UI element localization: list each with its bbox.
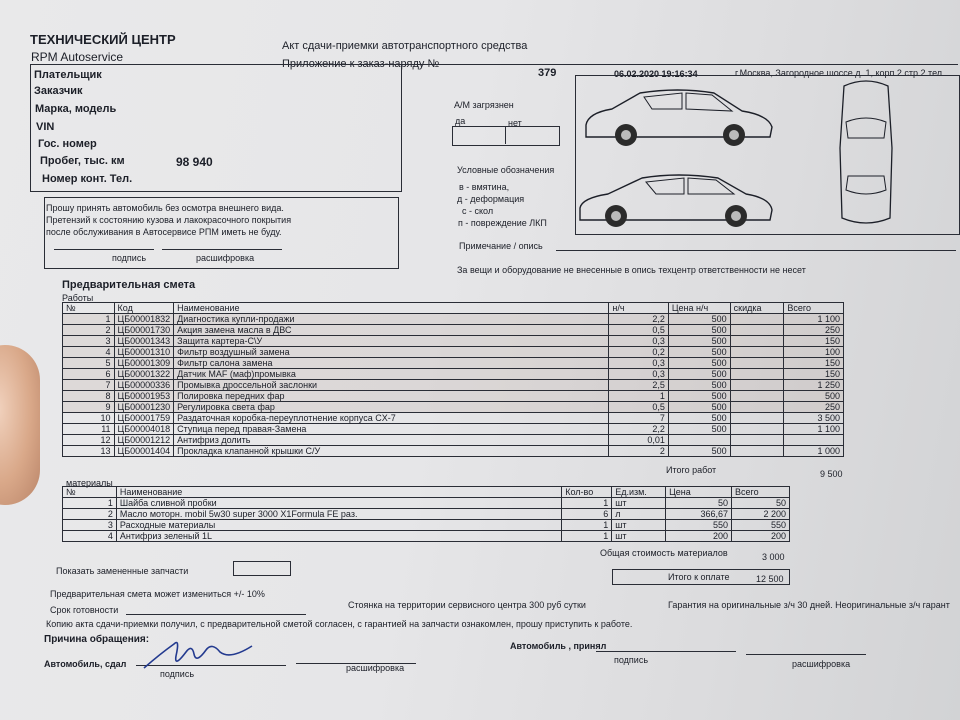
table-cell: 2 xyxy=(63,509,117,520)
table-row xyxy=(63,391,844,402)
table-cell xyxy=(668,435,730,446)
acceptance-line: после обслуживания в Автосервисе РПМ иметь не буду. xyxy=(46,227,282,237)
table-cell: Шайба сливной пробки xyxy=(116,498,561,509)
table-cell: Антифриз долить xyxy=(174,435,609,446)
table-header-row xyxy=(63,487,790,498)
table-cell: 2,2 xyxy=(609,314,669,325)
table-cell: Ступица перед правая-Замена xyxy=(174,424,609,435)
table-cell: 4 xyxy=(63,531,117,542)
am-yes-label: да xyxy=(455,116,466,126)
table-cell: 7 xyxy=(63,380,115,391)
table-cell: Масло моторн. mobil 5w30 super 3000 X1Formula FE раз. xyxy=(116,509,561,520)
sign-label: подпись xyxy=(160,669,195,679)
payment-amount: 12 500 xyxy=(756,574,784,584)
table-cell: 1 000 xyxy=(784,446,844,457)
table-cell: 3 xyxy=(63,336,115,347)
reason-label: Причина обращения: xyxy=(44,634,150,645)
table-cell: 1 100 xyxy=(784,424,844,435)
table-cell xyxy=(730,325,784,336)
car-taken-label: Автомобиль , принял xyxy=(510,641,607,651)
table-cell: ЦБ00001343 xyxy=(114,336,174,347)
table-cell xyxy=(730,369,784,380)
company-name: ТЕХНИЧЕСКИЙ ЦЕНТР xyxy=(30,32,176,47)
table-cell: 13 xyxy=(63,446,115,457)
table-cell: 4 xyxy=(63,347,115,358)
works-total-label: Итого работ xyxy=(666,465,717,475)
payer-label: Плательщик xyxy=(34,69,102,81)
table-row xyxy=(63,520,790,531)
car-side-view-icon xyxy=(582,85,774,151)
decode-label: расшифровка xyxy=(196,253,255,263)
table-cell xyxy=(730,336,784,347)
table-cell: Фильтр воздушный замена xyxy=(174,347,609,358)
table-cell: шт xyxy=(612,531,666,542)
table-cell: 500 xyxy=(668,336,730,347)
table-cell: 2,2 xyxy=(609,424,669,435)
table-cell: 2 200 xyxy=(732,509,790,520)
payment-label: Итого к оплате xyxy=(668,572,730,582)
table-cell: 1 xyxy=(562,498,612,509)
table-cell: 1 xyxy=(63,314,115,325)
table-cell: ЦБ00001230 xyxy=(114,402,174,413)
table-cell: ЦБ00001310 xyxy=(114,347,174,358)
table-cell: шт xyxy=(612,520,666,531)
mileage-value: 98 940 xyxy=(176,155,213,169)
table-cell: 50 xyxy=(666,498,732,509)
column-header: Ед.изм. xyxy=(612,487,666,498)
show-parts-label: Показать замененные запчасти xyxy=(56,566,189,576)
table-cell: 5 xyxy=(63,358,115,369)
table-cell: 150 xyxy=(784,369,844,380)
table-cell: 6 xyxy=(63,369,115,380)
table-cell: 500 xyxy=(784,391,844,402)
customer-label: Заказчик xyxy=(34,85,83,97)
table-row xyxy=(63,402,844,413)
table-cell: Фильтр салона замена xyxy=(174,358,609,369)
table-cell: 0,5 xyxy=(609,325,669,336)
brand-name: RPM Autoservice xyxy=(31,50,124,64)
table-row xyxy=(63,531,790,542)
remark-label: Примечание / опись xyxy=(459,241,543,251)
belongings-note: За вещи и оборудование не внесенные в опись техцентр ответственности не несет xyxy=(457,265,806,275)
table-cell: ЦБ00004018 xyxy=(114,424,174,435)
table-cell: 3 xyxy=(63,520,117,531)
table-cell: ЦБ00001759 xyxy=(114,413,174,424)
table-cell xyxy=(730,347,784,358)
sign-label: подпись xyxy=(614,655,649,665)
table-row xyxy=(63,369,844,380)
decode-label: расшифровка xyxy=(346,663,405,673)
table-header-row xyxy=(63,303,844,314)
acceptance-line: Прошу принять автомобиль без осмотра внешнего вида. xyxy=(46,203,284,213)
column-header: Цена xyxy=(666,487,732,498)
model-label: Марка, модель xyxy=(35,103,117,115)
table-cell: 9 xyxy=(63,402,115,413)
agreement-text: Копию акта сдачи-приемки получил, с предварительной сметой согласен, с гарантией на запчасти ознакомлен, прошу приступить к работе. xyxy=(46,619,633,629)
table-row xyxy=(63,435,844,446)
table-cell: Диагностика купли-продажи xyxy=(174,314,609,325)
deadline-label: Срок готовности xyxy=(50,605,119,615)
finger xyxy=(0,345,40,505)
table-cell: 200 xyxy=(732,531,790,542)
table-cell: 0,3 xyxy=(609,358,669,369)
handwritten-signature xyxy=(140,634,260,674)
phone-label: Номер конт. Тел. xyxy=(42,173,133,185)
table-cell xyxy=(730,435,784,446)
table-cell: 0,01 xyxy=(609,435,669,446)
column-header: Всего xyxy=(784,303,844,314)
table-row xyxy=(63,314,844,325)
am-checkbox-row[interactable] xyxy=(452,126,560,146)
table-cell: 500 xyxy=(668,380,730,391)
table-cell: 0,5 xyxy=(609,402,669,413)
materials-table xyxy=(62,486,790,542)
table-row xyxy=(63,347,844,358)
table-row xyxy=(63,498,790,509)
table-cell: ЦБ00001730 xyxy=(114,325,174,336)
table-cell xyxy=(784,435,844,446)
table-cell: 500 xyxy=(668,424,730,435)
table-row xyxy=(63,446,844,457)
table-cell: 1 xyxy=(562,520,612,531)
table-cell: 150 xyxy=(784,336,844,347)
car-top-view-icon xyxy=(834,78,898,228)
legend-item: д - деформация xyxy=(457,194,525,204)
legend-item: в - вмятина, xyxy=(459,182,510,192)
guarantee-note: Гарантия на оригинальные з/ч 30 дней. Неоригинальные з/ч гарант xyxy=(668,600,950,610)
table-cell: ЦБ00001953 xyxy=(114,391,174,402)
table-cell: 550 xyxy=(666,520,732,531)
table-cell: 250 xyxy=(784,325,844,336)
table-cell: 500 xyxy=(668,402,730,413)
show-parts-checkbox[interactable] xyxy=(233,561,291,576)
table-cell xyxy=(730,380,784,391)
table-cell: 11 xyxy=(63,424,115,435)
table-cell: 2 xyxy=(63,325,115,336)
table-row xyxy=(63,336,844,347)
column-header: Наименование xyxy=(174,303,609,314)
table-cell: 2,5 xyxy=(609,380,669,391)
table-cell: 0,3 xyxy=(609,336,669,347)
table-cell xyxy=(730,391,784,402)
vin-label: VIN xyxy=(36,121,55,133)
table-row xyxy=(63,325,844,336)
sign-label: подпись xyxy=(112,253,147,263)
works-total-value: 9 500 xyxy=(820,469,843,479)
works-label: Работы xyxy=(62,293,94,303)
table-cell: 500 xyxy=(668,369,730,380)
table-cell: 500 xyxy=(668,446,730,457)
estimate-title: Предварительная смета xyxy=(62,279,196,291)
table-cell: 50 xyxy=(732,498,790,509)
materials-total-label: Общая стоимость материалов xyxy=(600,548,728,558)
table-cell: Полировка передних фар xyxy=(174,391,609,402)
table-cell: ЦБ00001404 xyxy=(114,446,174,457)
table-cell: 1 100 xyxy=(784,314,844,325)
table-cell: 0,2 xyxy=(609,347,669,358)
table-cell: 1 xyxy=(562,531,612,542)
acceptance-line: Претензий к состоянию кузова и лакокрасочного покрытия xyxy=(46,215,292,225)
table-cell: 2 xyxy=(609,446,669,457)
table-cell: 550 xyxy=(732,520,790,531)
column-header: скидка xyxy=(730,303,784,314)
table-cell: Акция замена масла в ДВС xyxy=(174,325,609,336)
table-cell: 500 xyxy=(668,314,730,325)
table-cell xyxy=(730,413,784,424)
plate-label: Гос. номер xyxy=(38,138,97,150)
table-cell: 366,67 xyxy=(666,509,732,520)
table-cell: ЦБ00001212 xyxy=(114,435,174,446)
car-given-label: Автомобиль, сдал xyxy=(44,659,127,669)
table-cell: 500 xyxy=(668,347,730,358)
legend-title: Условные обозначения xyxy=(457,165,555,175)
appendix-label: Приложение к заказ-наряду № xyxy=(282,58,440,70)
table-cell: 6 xyxy=(562,509,612,520)
am-no-label: нет xyxy=(508,118,522,128)
table-cell: 1 250 xyxy=(784,380,844,391)
table-cell: Регулировка света фар xyxy=(174,402,609,413)
table-cell: 12 xyxy=(63,435,115,446)
table-cell: 500 xyxy=(668,358,730,369)
column-header: Кол-во xyxy=(562,487,612,498)
table-cell: 1 xyxy=(63,498,117,509)
table-cell xyxy=(730,402,784,413)
order-datetime: 06.02.2020 19:16:34 xyxy=(614,69,698,79)
table-cell: 150 xyxy=(784,358,844,369)
table-row xyxy=(63,380,844,391)
column-header: Код xyxy=(114,303,174,314)
mileage-label: Пробег, тыс. км xyxy=(40,155,125,167)
column-header: Наименование xyxy=(116,487,561,498)
table-cell: 10 xyxy=(63,413,115,424)
table-cell: Прокладка клапанной крышки С/У xyxy=(174,446,609,457)
table-cell xyxy=(730,424,784,435)
table-cell: 250 xyxy=(784,402,844,413)
table-cell: 500 xyxy=(668,391,730,402)
table-cell xyxy=(730,446,784,457)
service-address: г.Москва, Загородное шоссе д. 1, корп.2 стр.2 тел. xyxy=(735,68,945,78)
table-cell: Антифриз зеленый 1L xyxy=(116,531,561,542)
table-cell: ЦБ00001322 xyxy=(114,369,174,380)
table-cell xyxy=(730,314,784,325)
column-header: № xyxy=(63,487,117,498)
table-cell: 100 xyxy=(784,347,844,358)
column-header: н/ч xyxy=(609,303,669,314)
table-cell: Расходные материалы xyxy=(116,520,561,531)
table-cell: шт xyxy=(612,498,666,509)
table-cell: Защита картера-С\У xyxy=(174,336,609,347)
order-number: 379 xyxy=(538,67,557,79)
table-cell: 8 xyxy=(63,391,115,402)
column-header: Цена н/ч xyxy=(668,303,730,314)
am-dirty-label: А/М загрязнен xyxy=(454,100,514,110)
table-row xyxy=(63,509,790,520)
table-cell: ЦБ00000336 xyxy=(114,380,174,391)
table-row xyxy=(63,413,844,424)
table-cell: ЦБ00001832 xyxy=(114,314,174,325)
table-cell: 1 xyxy=(609,391,669,402)
column-header: № xyxy=(63,303,115,314)
act-title: Акт сдачи-приемки автотранспортного средства xyxy=(282,40,528,52)
table-row xyxy=(63,358,844,369)
parking-note: Стоянка на территории сервисного центра 300 руб сутки xyxy=(348,600,586,610)
column-header: Всего xyxy=(732,487,790,498)
table-cell: 200 xyxy=(666,531,732,542)
table-cell xyxy=(730,358,784,369)
table-cell: Промывка дроссельной заслонки xyxy=(174,380,609,391)
legend-item: п - повреждение ЛКП xyxy=(458,218,547,228)
table-cell: 0,3 xyxy=(609,369,669,380)
table-cell: Датчик MAF (маф)промывка xyxy=(174,369,609,380)
car-side-view-icon xyxy=(578,170,774,230)
table-cell: 500 xyxy=(668,413,730,424)
table-cell: 3 500 xyxy=(784,413,844,424)
works-table xyxy=(62,302,844,457)
table-cell: 7 xyxy=(609,413,669,424)
table-cell: Раздаточная коробка-переуплотнение корпуса CX-7 xyxy=(174,413,609,424)
materials-total-value: 3 000 xyxy=(762,552,785,562)
table-cell: ЦБ00001309 xyxy=(114,358,174,369)
table-cell: л xyxy=(612,509,666,520)
decode-label: расшифровка xyxy=(792,659,851,669)
materials-label: материалы xyxy=(66,478,113,488)
table-row xyxy=(63,424,844,435)
estimate-change-note: Предварительная смета может измениться +/- 10% xyxy=(50,589,265,599)
legend-item: с - скол xyxy=(462,206,494,216)
table-cell: 500 xyxy=(668,325,730,336)
